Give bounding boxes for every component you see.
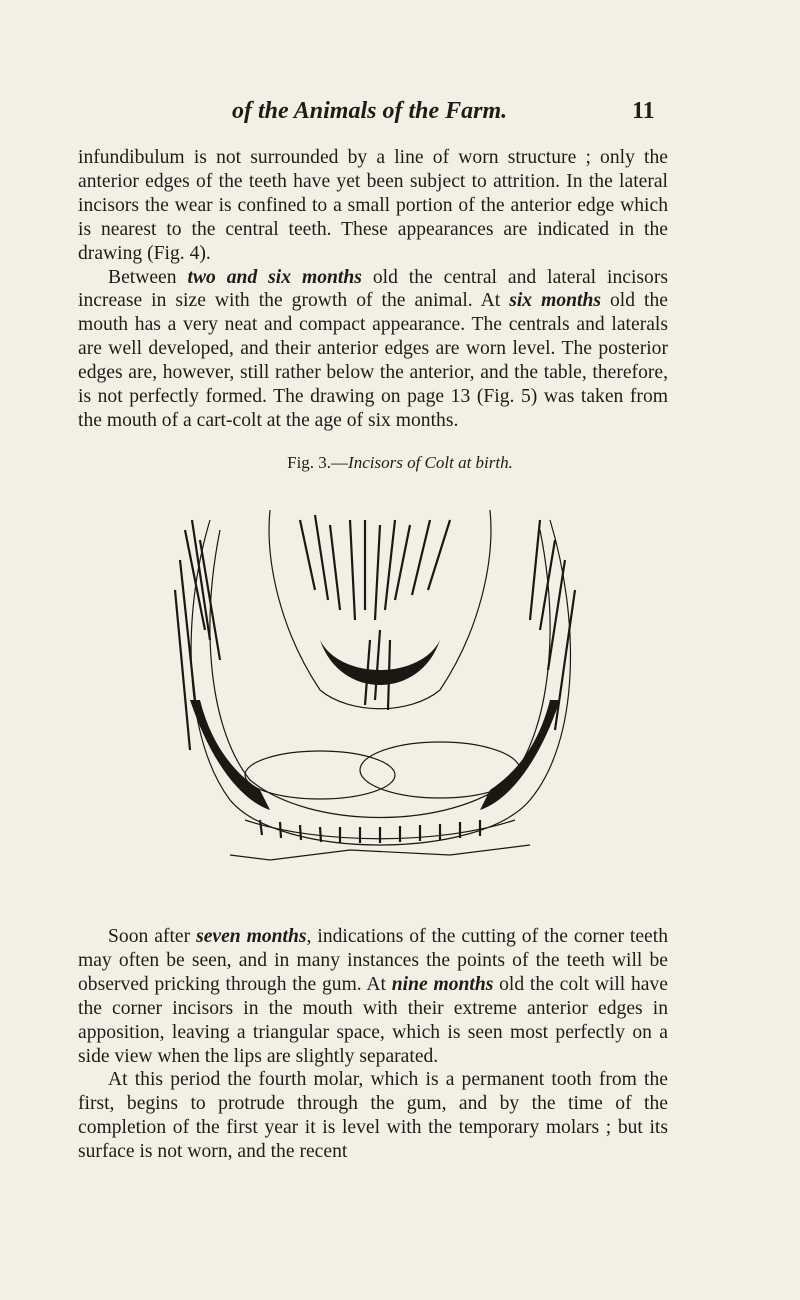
running-title: of the Animals of the Farm. <box>232 98 508 124</box>
caption-text: Incisors of Colt at birth. <box>348 453 513 472</box>
figure-caption <box>0 453 800 473</box>
paragraph <box>78 925 668 1068</box>
caption-label: Fig. 3.— <box>287 453 349 472</box>
emphasis: six months <box>509 290 601 312</box>
upper-text <box>78 146 668 433</box>
incisors-illustration <box>150 500 610 880</box>
paragraph <box>78 266 668 433</box>
text-run: old the mouth has a very neat and compact appearance. The centrals and laterals are well developed, and their anterior edges are worn level. The posterior edges are, however, still rather below the anterior, and the table, therefore, is not perfectly formed. The drawing on page 13 (Fig. 5) was taken from the mouth of a cart-colt at the age of six months. <box>78 290 668 431</box>
paragraph: infundibulum is not surrounded by a line of worn structure ; only the anterior edges of the teeth have yet been subject to attrition. In the lateral incisors the wear is confined to a small portion of the anterior edge which is nearest to the central teeth. These appearances are indicated in the drawing (Fig. 4). <box>78 147 668 264</box>
text-run: Between <box>108 266 188 288</box>
text-run: , indications of the cutting of the corner teeth may often be seen, and in many instances the points of the teeth will be observed pricking through the gum. At <box>78 926 668 995</box>
lower-text <box>78 925 668 1164</box>
paragraph: At this period the fourth molar, which is a permanent tooth from the first, begins to protrude through the gum, and by the time of the completion of the first year it is level with the temporary molars ; but its surface is not worn, and the recent <box>78 1069 668 1163</box>
emphasis: nine months <box>391 973 494 995</box>
emphasis: two and six months <box>187 266 362 288</box>
emphasis: seven months <box>196 926 307 947</box>
text-run: Soon after <box>108 926 197 947</box>
page-number: 11 <box>632 98 655 124</box>
text-run: old the central and lateral incisors increase in size with the growth of the animal. At <box>78 266 668 312</box>
text-run: old the colt will have the corner incisors in the mouth with their extreme anterior edges in apposition, leaving a triangular space, which is seen most perfectly on a side view when the lips are slightly separated. <box>78 973 668 1067</box>
